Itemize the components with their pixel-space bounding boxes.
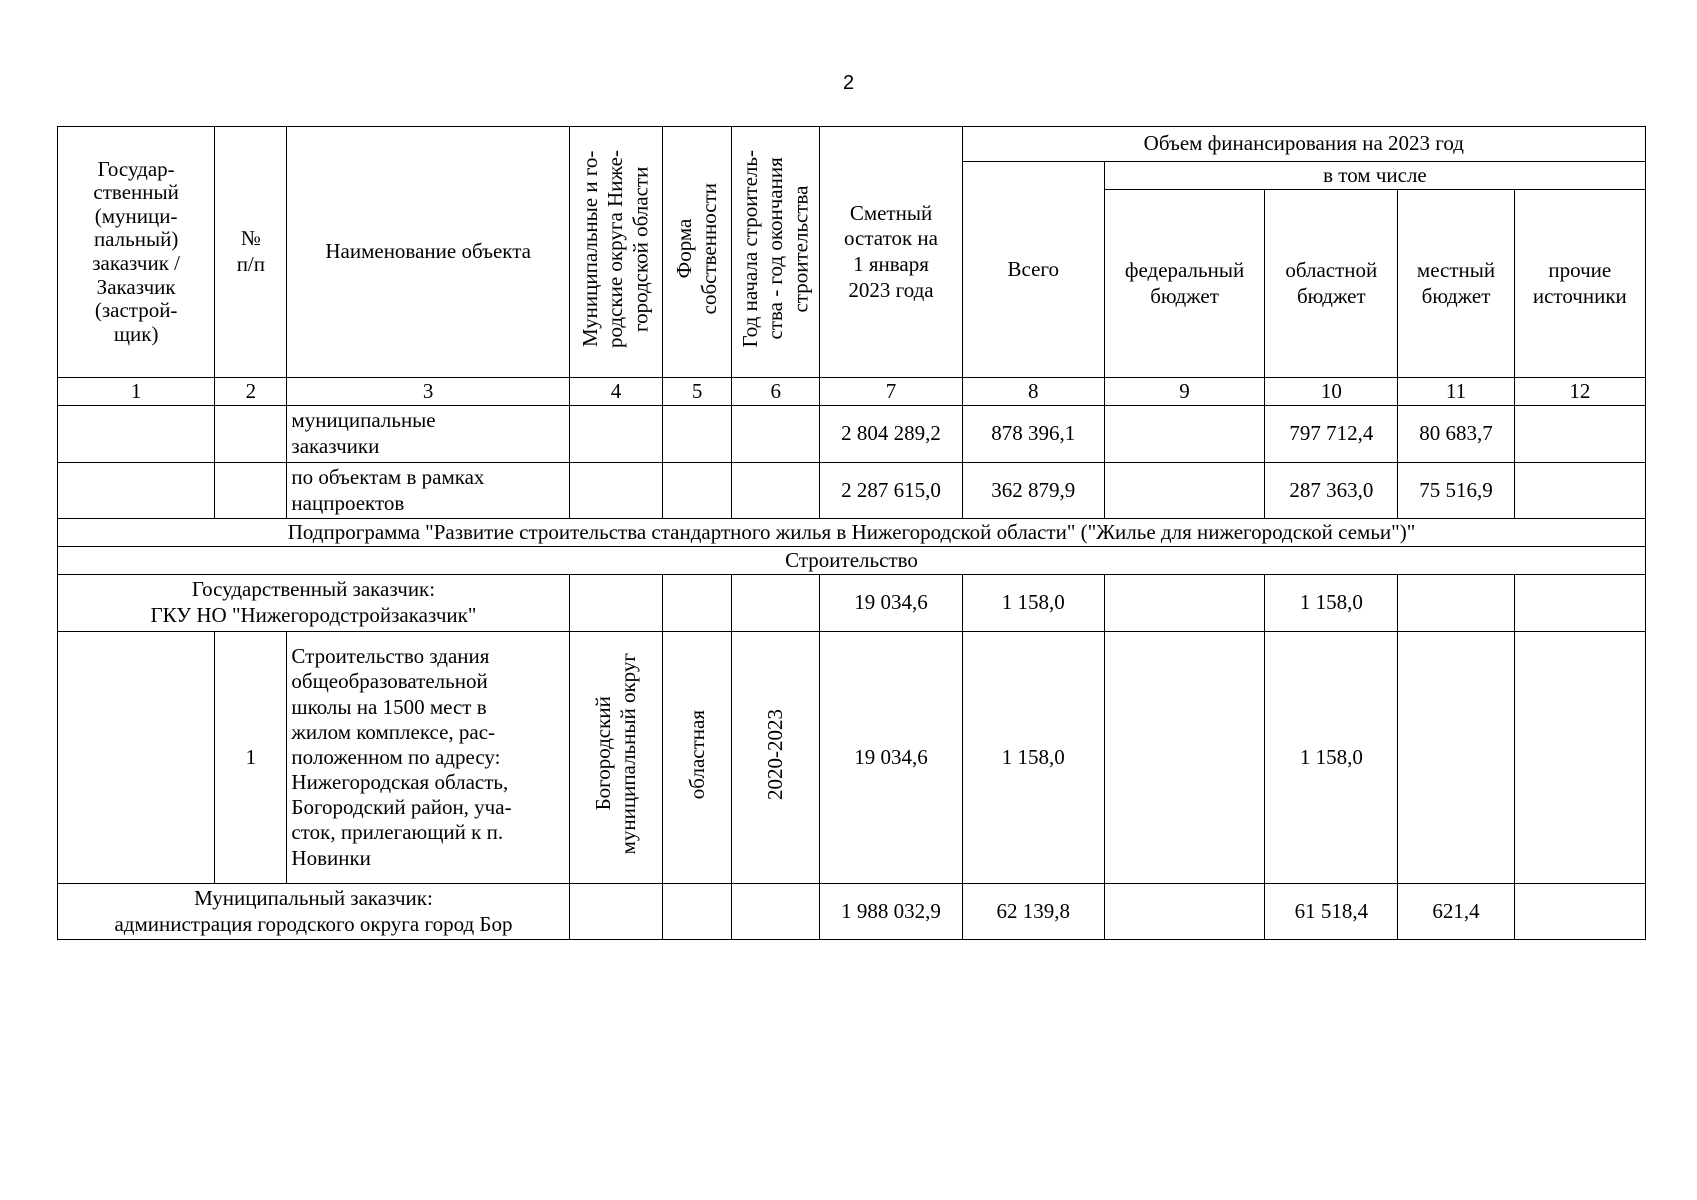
- header-ownership: Форма собственности: [663, 127, 732, 378]
- object-municipality: Богородский муниципальный округ: [569, 632, 662, 884]
- col-number: 8: [962, 378, 1104, 406]
- header-regional: областной бюджет: [1265, 190, 1398, 378]
- cell-other: [1514, 463, 1645, 519]
- cell-local: 75 516,9: [1398, 463, 1514, 519]
- header-funding: Объем финансирования на 2023 год: [962, 127, 1645, 162]
- cell-empty: [58, 406, 215, 463]
- cell-empty: [732, 884, 820, 940]
- cell-other: [1514, 575, 1645, 632]
- row-name: по объектам в рамках нацпроектов: [287, 463, 570, 519]
- header-municipality: Муниципальные и го- родские округа Ниже- городской области: [569, 127, 662, 378]
- table-row: [58, 575, 1646, 632]
- cell-local: 80 683,7: [1398, 406, 1514, 463]
- col-number: 9: [1104, 378, 1264, 406]
- object-years: 2020-2023: [732, 632, 820, 884]
- cell-regional: 797 712,4: [1265, 406, 1398, 463]
- col-number: 5: [663, 378, 732, 406]
- cell-empty: [569, 575, 662, 632]
- cell-regional: 287 363,0: [1265, 463, 1398, 519]
- cell-estimate: 2 804 289,2: [820, 406, 962, 463]
- header-local: местный бюджет: [1398, 190, 1514, 378]
- row-name: муниципальные заказчики: [287, 406, 570, 463]
- header-federal: федеральный бюджет: [1104, 190, 1264, 378]
- cell-regional: 61 518,4: [1265, 884, 1398, 940]
- header-total: Всего: [962, 162, 1104, 378]
- col-number: 3: [287, 378, 570, 406]
- cell-estimate: 19 034,6: [820, 632, 962, 884]
- col-number: 2: [215, 378, 287, 406]
- cell-empty: [732, 575, 820, 632]
- cell-regional: 1 158,0: [1265, 575, 1398, 632]
- cell-other: [1514, 632, 1645, 884]
- mun-customer-name: Муниципальный заказчик: администрация городского округа город Бор: [58, 884, 570, 940]
- header-estimate: Сметный остаток на 1 января 2023 года: [820, 127, 962, 378]
- table-row: [58, 884, 1646, 940]
- cell-federal: [1104, 406, 1264, 463]
- col-number: 7: [820, 378, 962, 406]
- cell-empty: [663, 406, 732, 463]
- cell-empty: [569, 884, 662, 940]
- cell-estimate: 19 034,6: [820, 575, 962, 632]
- cell-empty: [58, 463, 215, 519]
- header-years: Год начала строитель- ства - год окончания строительства: [732, 127, 820, 378]
- cell-other: [1514, 884, 1645, 940]
- col-number: 12: [1514, 378, 1645, 406]
- cell-empty: [215, 463, 287, 519]
- cell-total: 362 879,9: [962, 463, 1104, 519]
- cell-empty: [663, 463, 732, 519]
- col-number: 10: [1265, 378, 1398, 406]
- cell-federal: [1104, 884, 1264, 940]
- col-number: 6: [732, 378, 820, 406]
- state-customer-name: Государственный заказчик: ГКУ НО "Нижегородстройзаказчик": [58, 575, 570, 632]
- cell-federal: [1104, 463, 1264, 519]
- col-number: 1: [58, 378, 215, 406]
- header-customer: Государ- ственный (муници- пальный) заказчик / Заказчик (застрой- щик): [58, 127, 215, 378]
- cell-estimate: 2 287 615,0: [820, 463, 962, 519]
- cell-empty: [663, 884, 732, 940]
- table-row: [58, 406, 1646, 463]
- cell-total: 878 396,1: [962, 406, 1104, 463]
- cell-total: 1 158,0: [962, 575, 1104, 632]
- col-number: 4: [569, 378, 662, 406]
- object-ownership: областная: [663, 632, 732, 884]
- cell-federal: [1104, 575, 1264, 632]
- object-num: 1: [215, 632, 287, 884]
- cell-total: 62 139,8: [962, 884, 1104, 940]
- cell-local: [1398, 632, 1514, 884]
- cell-empty: [663, 575, 732, 632]
- table-row: [58, 632, 1646, 884]
- cell-local: [1398, 575, 1514, 632]
- cell-empty: [569, 463, 662, 519]
- cell-empty: [215, 406, 287, 463]
- page-number: 2: [842, 72, 855, 94]
- cell-regional: 1 158,0: [1265, 632, 1398, 884]
- table-row: [58, 463, 1646, 519]
- section-title: Строительство: [58, 547, 1646, 575]
- header-other: прочие источники: [1514, 190, 1645, 378]
- col-number: 11: [1398, 378, 1514, 406]
- cell-empty: [732, 463, 820, 519]
- header-including: в том числе: [1104, 162, 1645, 190]
- header-num: № п/п: [215, 127, 287, 378]
- subprogram-title: Подпрограмма "Развитие строительства стандартного жилья в Нижегородской области" ("Жилье для нижегородской семьи")": [58, 519, 1646, 547]
- cell-other: [1514, 406, 1645, 463]
- cell-federal: [1104, 632, 1264, 884]
- cell-estimate: 1 988 032,9: [820, 884, 962, 940]
- cell-local: 621,4: [1398, 884, 1514, 940]
- financing-table: [57, 126, 1646, 940]
- cell-empty: [569, 406, 662, 463]
- cell-empty: [58, 632, 215, 884]
- header-object-name: Наименование объекта: [287, 127, 570, 378]
- object-name: Строительство здания общеобразовательной школы на 1500 мест в жилом комплексе, рас- положенном по адресу: Нижегородская область, Богородский район, уча- сток, прилегающий к п. Новинки: [287, 632, 570, 884]
- cell-empty: [732, 406, 820, 463]
- cell-total: 1 158,0: [962, 632, 1104, 884]
